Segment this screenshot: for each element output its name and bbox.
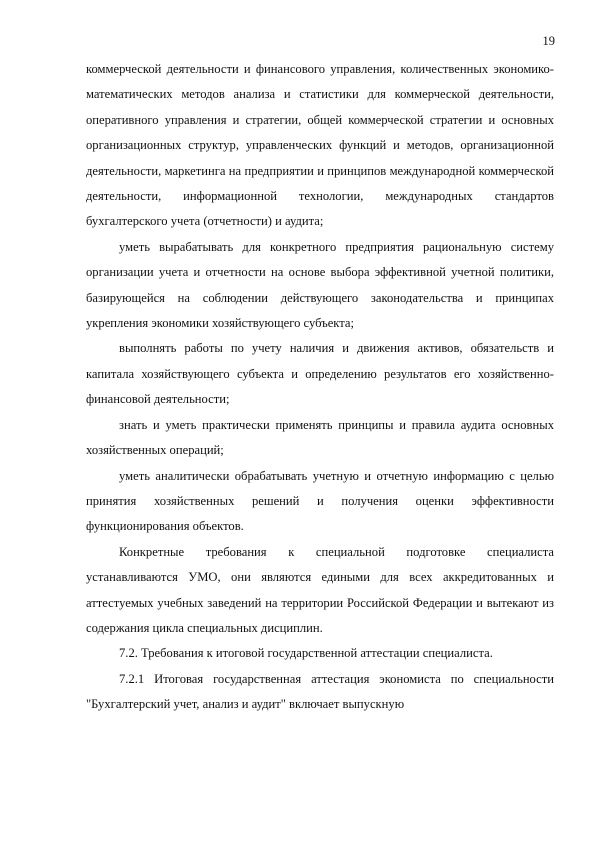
paragraph-3: выполнять работы по учету наличия и движения активов, обязательств и капитала хозяйствующего субъекта и определению результатов его хозяйственно-финансовой деятельности;	[86, 341, 554, 407]
paragraph-8: 7.2.1 Итоговая государственная аттестация экономиста по специальности "Бухгалтерский учет, анализ и аудит" включает выпускную	[86, 671, 554, 712]
paragraph-1: коммерческой деятельности и финансового управления, количественных экономико-математических методов анализа и статистики для коммерческой деятельности, оперативного управления и стратегии, общей коммерческой стратегии и основных организационных структур, управленческих функций и методов, организационной деятельности, маркетинга на предприятии и принципов международной коммерческой деятельности, информационной технологии, международных стандартов бухгалтерского учета (отчетности) и аудита;	[86, 62, 554, 229]
paragraph-6: Конкретные требования к специальной подготовке специалиста устанавливаются УМО, они являются едиными для всех аккредитованных и аттестуемых учебных заведений на территории Российской Федерации и вытекают из содержания цикла специальных дисциплин.	[86, 544, 554, 635]
page-number: 19	[542, 34, 555, 48]
document-body	[86, 57, 554, 718]
paragraph-5: уметь аналитически обрабатывать учетную и отчетную информацию с целью принятия хозяйственных решений и получения оценки эффективности функционирования объектов.	[86, 468, 554, 534]
paragraph-4: знать и уметь практически применять принципы и правила аудита основных хозяйственных операций;	[86, 417, 554, 458]
paragraph-7: 7.2. Требования к итоговой государственной аттестации специалиста.	[119, 646, 493, 661]
paragraph-2: уметь вырабатывать для конкретного предприятия рациональную систему организации учета и отчетности на основе выбора эффективной учетной политики, базирующейся на соблюдении действующего законодательства и принципах укрепления экономики хозяйствующего субъекта;	[86, 239, 554, 331]
